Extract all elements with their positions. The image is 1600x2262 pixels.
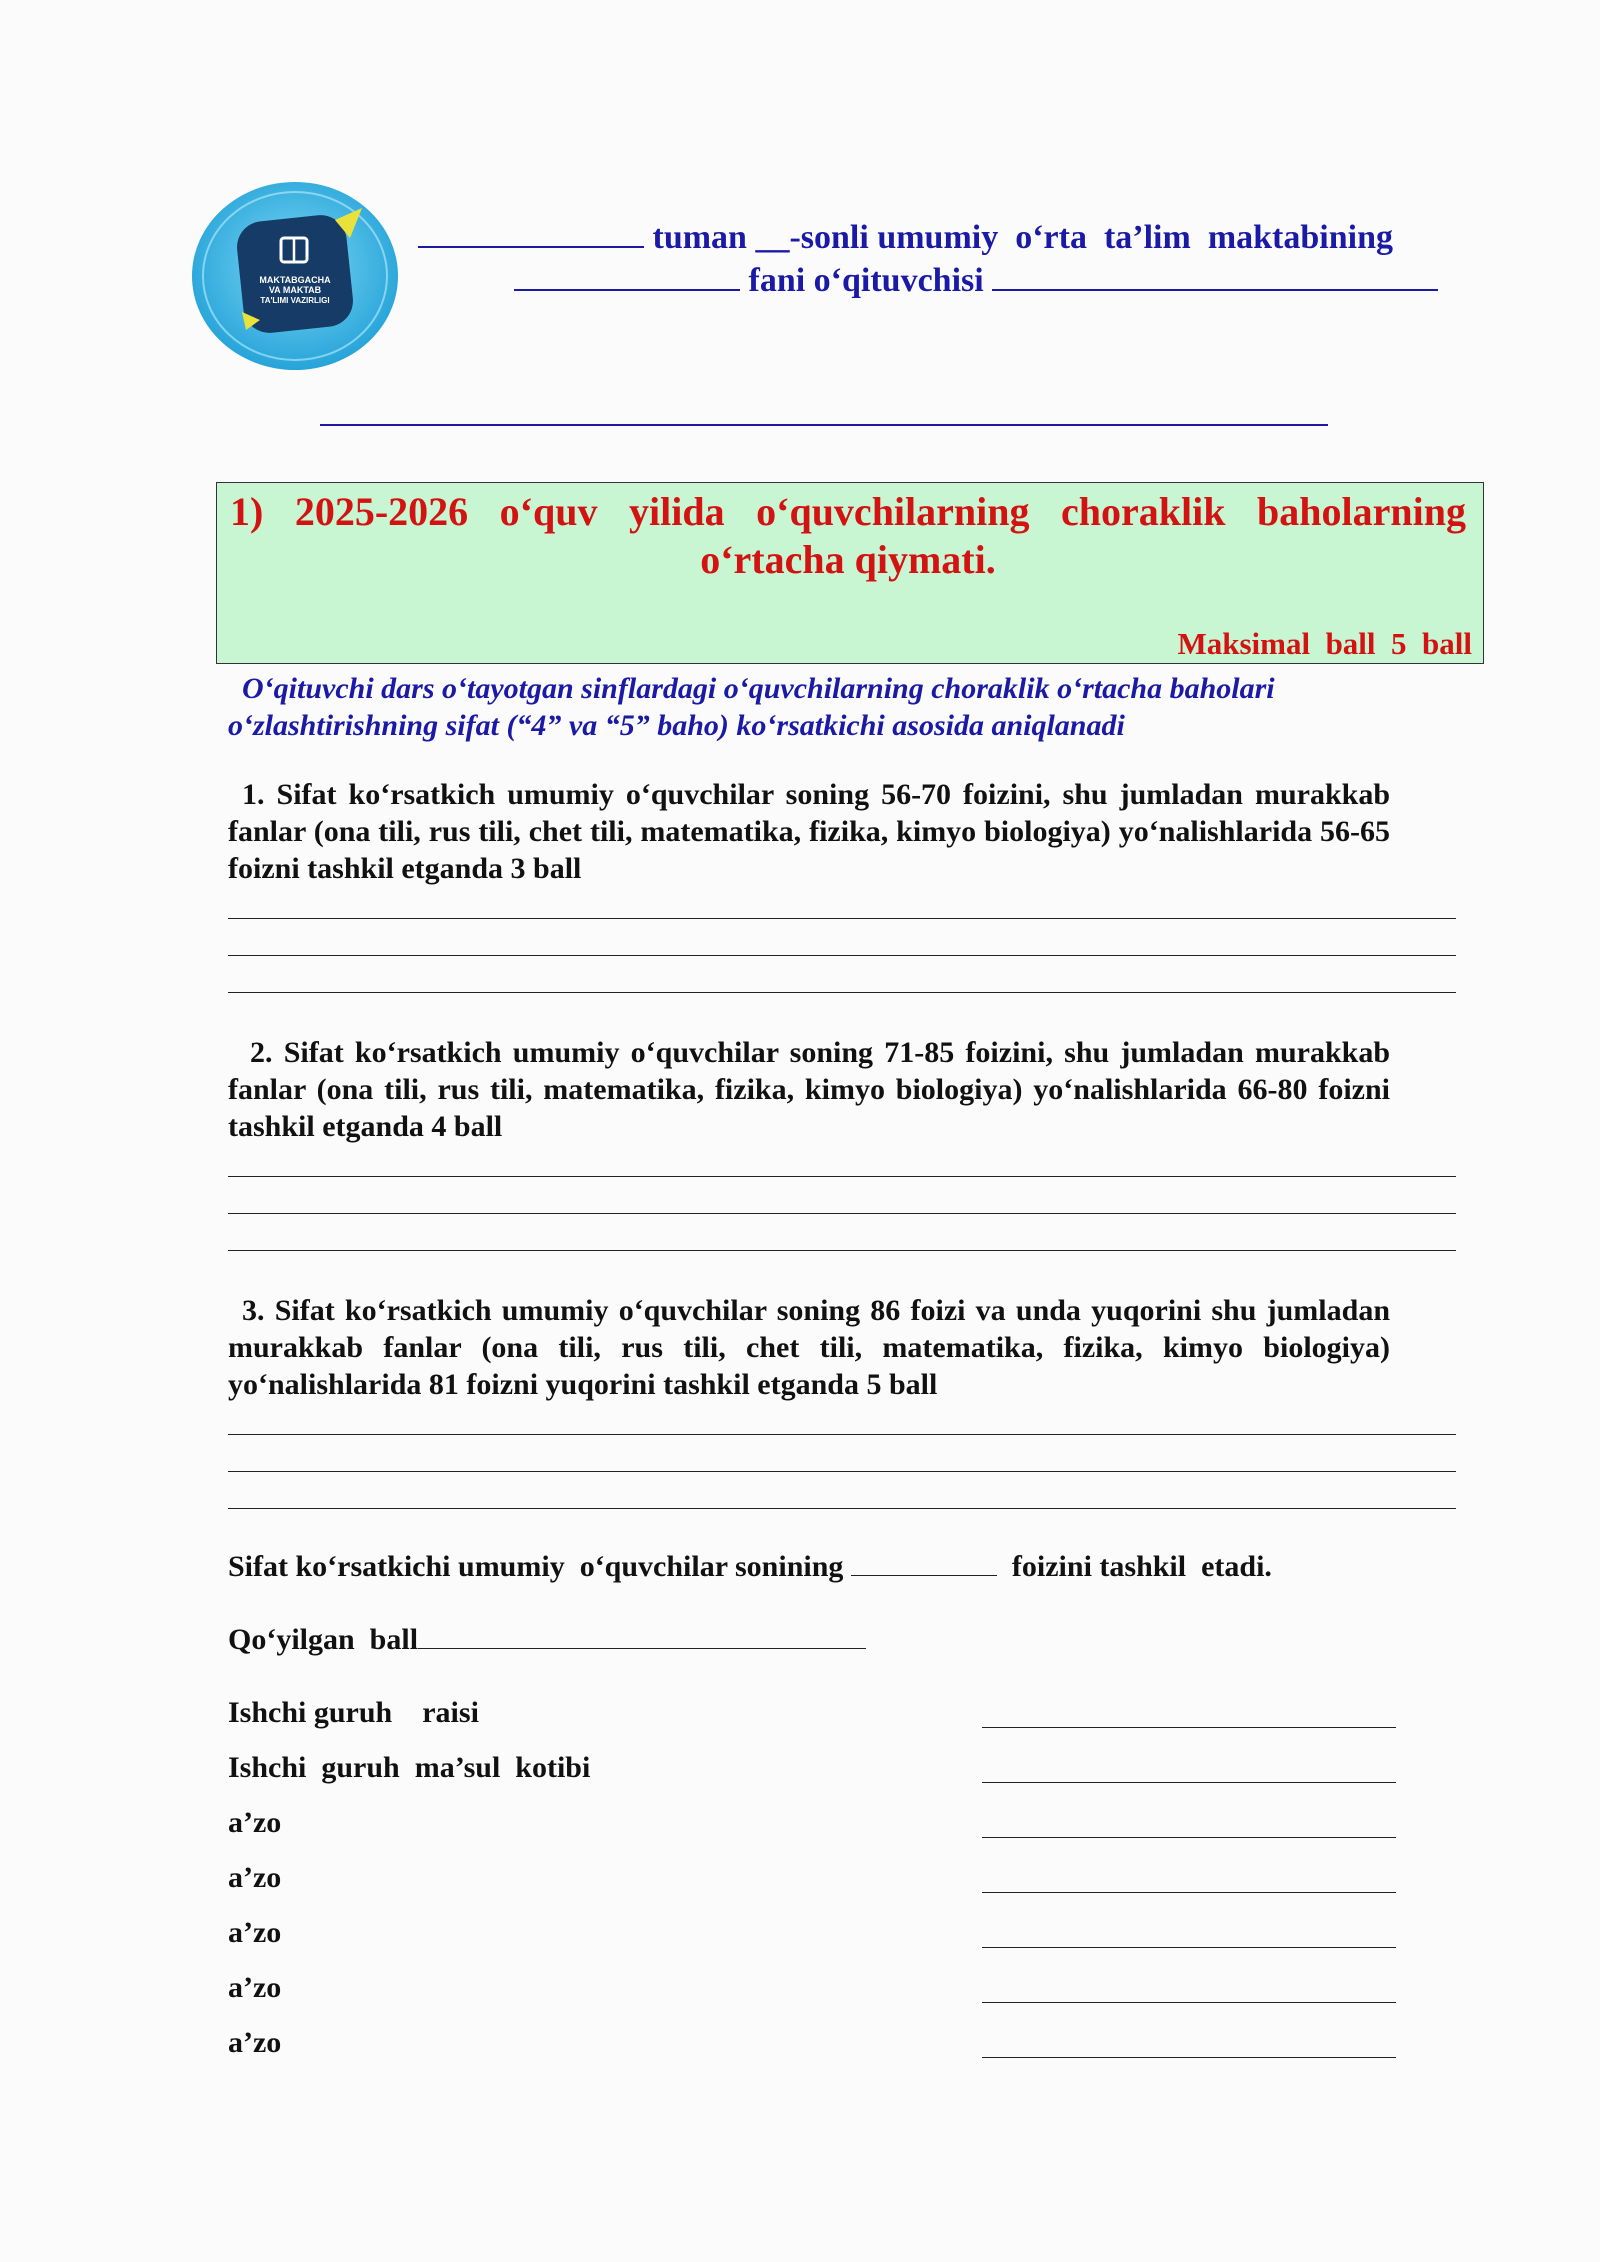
signature-line-6[interactable] — [982, 2002, 1396, 2003]
percent-blank[interactable] — [851, 1569, 997, 1576]
intro-text — [228, 670, 1378, 744]
signature-line-3[interactable] — [982, 1837, 1396, 1838]
header-line-1-text: tuman __-sonli umumiy o‘rta ta’lim maktabining — [652, 219, 1393, 256]
answer-line-2b[interactable] — [228, 1213, 1456, 1214]
criterion-2-num: 2. — [250, 1036, 273, 1069]
criterion-3 — [228, 1292, 1390, 1403]
answer-line-1a[interactable] — [228, 918, 1456, 919]
answer-line-2a[interactable] — [228, 1176, 1456, 1177]
signature-line-7[interactable] — [982, 2057, 1396, 2058]
summary-prefix: Sifat ko‘rsatkichi umumiy o‘quvchilar sonining — [228, 1550, 844, 1583]
score-label: Qo‘yilgan ball — [228, 1623, 419, 1656]
header-line-1 — [418, 218, 1393, 258]
header-line-2-text: fani o‘qituvchisi — [748, 262, 984, 299]
criterion-1-num: 1. — [242, 778, 265, 811]
section-title: 1) 2025-2026 o‘quv yilida o‘quvchilarning choraklik baholarning o‘rtacha qiymati. — [230, 489, 1466, 582]
ministry-logo — [190, 180, 400, 372]
signature-label-3: a’zo — [228, 1806, 282, 1839]
answer-line-3c[interactable] — [228, 1508, 1456, 1509]
signature-label-5: a’zo — [228, 1916, 282, 1949]
signature-label-7: a’zo — [228, 2026, 282, 2059]
signature-line-1[interactable] — [982, 1727, 1396, 1728]
teacher-name-blank[interactable] — [992, 281, 1438, 291]
signature-label-2: Ishchi guruh ma’sul kotibi — [228, 1751, 591, 1784]
criterion-1-text: Sifat ko‘rsatkich umumiy o‘quvchilar soning 56-70 foizini, shu jumladan murakkab fanlar (ona tili, rus tili, chet tili, matematika, fizika, kimyo biologiya) yo‘nalishlarida 56-65 foizni tashkil etganda 3 ball — [228, 778, 1391, 885]
header-full-blank[interactable] — [320, 424, 1328, 426]
max-ball-label: Maksimal ball 5 ball — [1177, 626, 1472, 661]
answer-line-1b[interactable] — [228, 955, 1456, 956]
signature-line-4[interactable] — [982, 1892, 1396, 1893]
criterion-1 — [228, 776, 1390, 887]
header-line-2 — [514, 261, 1438, 301]
answer-line-3b[interactable] — [228, 1471, 1456, 1472]
logo-text-1: MAKTABGACHA — [259, 275, 331, 285]
summary-line — [228, 1549, 1272, 1585]
signature-line-2[interactable] — [982, 1782, 1396, 1783]
summary-suffix: foizini tashkil etadi. — [1011, 1550, 1272, 1583]
signature-line-5[interactable] — [982, 1947, 1396, 1948]
district-blank[interactable] — [418, 238, 644, 248]
signature-label-4: a’zo — [228, 1861, 282, 1894]
criterion-3-num: 3. — [242, 1294, 265, 1327]
score-line — [228, 1622, 866, 1658]
answer-line-2c[interactable] — [228, 1250, 1456, 1251]
answer-line-1c[interactable] — [228, 992, 1456, 993]
criterion-2 — [228, 1034, 1390, 1145]
signature-label-1: Ishchi guruh raisi — [228, 1696, 479, 1729]
logo-text-2: VA MAKTAB — [268, 285, 322, 295]
intro-text-content: O‘qituvchi dars o‘tayotgan sinflardagi o‘quvchilarning choraklik o‘rtacha baholari o‘zlashtirishning sifat (“4” va “5” baho) ko‘rsatkichi asosida aniqlanadi — [228, 672, 1275, 742]
criterion-3-text: Sifat ko‘rsatkich umumiy o‘quvchilar soning 86 foizi va unda yuqorini shu jumladan murakkab fanlar (ona tili, rus tili, chet tili, matematika, fizika, kimyo biologiya) yo‘nalishlarida 81 foizni yuqorini tashkil etganda 5 ball — [228, 1294, 1391, 1401]
subject-blank[interactable] — [514, 281, 740, 291]
logo-text-3: TA'LIMI VAZIRLIGI — [260, 296, 330, 305]
answer-line-3a[interactable] — [228, 1434, 1456, 1435]
signature-label-6: a’zo — [228, 1971, 282, 2004]
score-blank[interactable] — [418, 1642, 866, 1649]
criterion-2-text: Sifat ko‘rsatkich umumiy o‘quvchilar soning 71-85 foizini, shu jumladan murakkab fanlar (ona tili, rus tili, matematika, fizika, kimyo biologiya) yo‘nalishlarida 66-80 foizni tashkil etganda 4 ball — [228, 1036, 1391, 1143]
